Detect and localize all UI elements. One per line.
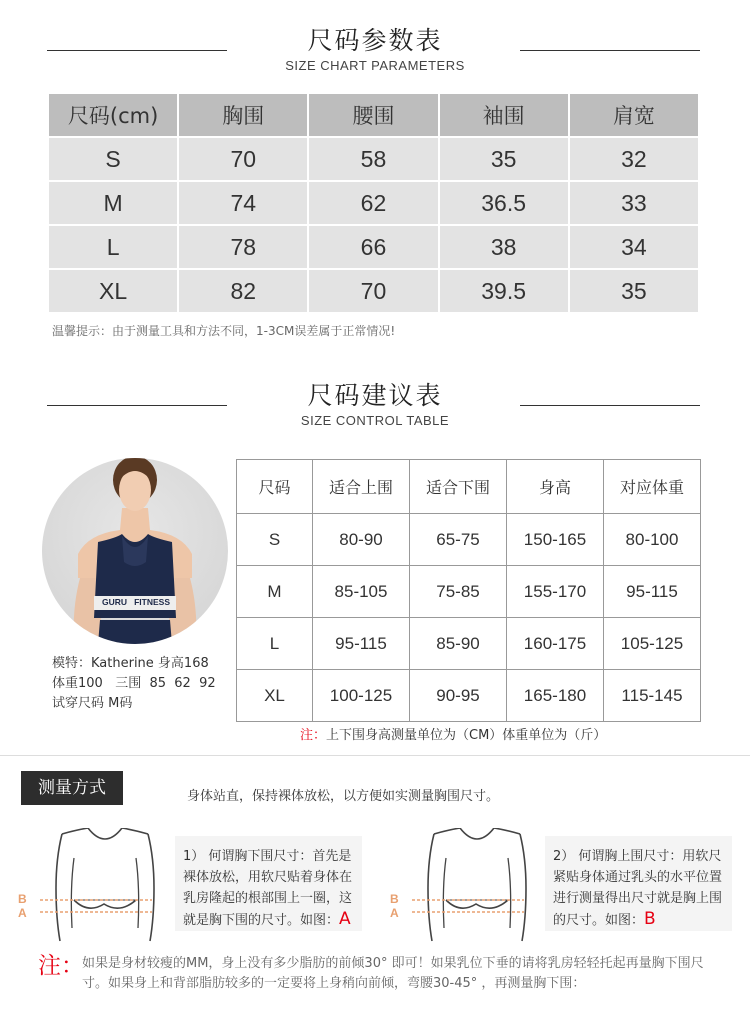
table-cell: 105-125 [604, 618, 701, 670]
table-cell: M [48, 181, 178, 225]
table-cell: 70 [178, 137, 308, 181]
table-row [48, 225, 699, 269]
table-cell: 39.5 [439, 269, 569, 313]
header-cell: 适合下围 [410, 460, 507, 514]
section-divider [0, 755, 750, 756]
table-cell: 38 [439, 225, 569, 269]
table-cell: 160-175 [507, 618, 604, 670]
table-cell: 82 [178, 269, 308, 313]
table-cell: 90-95 [410, 670, 507, 722]
params-title-cn: 尺码参数表 [307, 26, 443, 55]
params-title-en: SIZE CHART PARAMETERS [285, 58, 465, 73]
table-cell: XL [48, 269, 178, 313]
measurement-tip: 温馨提示：由于测量工具和方法不同，1-3CM误差属于正常情况! [52, 324, 396, 338]
table-header-row [237, 460, 701, 514]
control-section-header [0, 381, 750, 428]
header-cell: 尺码(cm) [48, 93, 178, 137]
table-header-row [48, 93, 699, 137]
callout-under-bust [175, 836, 362, 931]
params-section-header [0, 26, 750, 73]
control-title-cn: 尺码建议表 [307, 381, 443, 410]
model-line-2: 体重100 三围 85 62 92 [52, 676, 216, 691]
table-cell: S [48, 137, 178, 181]
table-cell: 75-85 [410, 566, 507, 618]
model-line-3: 试穿尺码 M码 [52, 696, 133, 711]
table-cell: 32 [569, 137, 699, 181]
label-b-left: B [18, 892, 27, 906]
table-cell: 65-75 [410, 514, 507, 566]
header-cell: 袖围 [439, 93, 569, 137]
callout-over-bust [545, 836, 732, 931]
callout-a-letter: A [339, 909, 351, 929]
foot-note [38, 954, 718, 994]
foot-note-text: 如果是身材较瘦的MM，身上没有多少脂肪的前倾30° 即可！如果乳位下垂的请将乳房轻轻托起再量胸下围尺寸。如果身上和背部脂肪较多的一定要将上身稍向前倾，弯腰30-45° ，再测量胸下围： [82, 956, 704, 991]
header-cell: 腰围 [308, 93, 438, 137]
size-params-table [47, 92, 700, 314]
method-description: 身体站直，保持裸体放松，以方便如实测量胸围尺寸。 [187, 789, 500, 804]
unit-note-label: 注： [300, 728, 327, 743]
table-cell: 85-105 [313, 566, 410, 618]
size-control-table [236, 459, 701, 722]
table-row [237, 514, 701, 566]
table-cell: 33 [569, 181, 699, 225]
header-cell: 身高 [507, 460, 604, 514]
table-row [237, 670, 701, 722]
model-photo [42, 458, 228, 644]
table-cell: 100-125 [313, 670, 410, 722]
table-cell: 115-145 [604, 670, 701, 722]
table-cell: 70 [308, 269, 438, 313]
table-cell: 80-100 [604, 514, 701, 566]
control-title-en: SIZE CONTROL TABLE [300, 413, 450, 428]
table-cell: 150-165 [507, 514, 604, 566]
method-tag: 测量方式 [21, 771, 123, 805]
table-cell: 62 [308, 181, 438, 225]
model-info [52, 654, 237, 714]
table-cell: 78 [178, 225, 308, 269]
table-cell: 95-115 [313, 618, 410, 670]
table-cell: 66 [308, 225, 438, 269]
model-line-1: 模特：Katherine 身高168 [52, 656, 209, 671]
table-cell: 36.5 [439, 181, 569, 225]
label-a-left: A [18, 906, 27, 920]
left-rule [47, 405, 227, 406]
header-cell: 胸围 [178, 93, 308, 137]
label-a-right: A [390, 906, 399, 920]
right-rule [520, 50, 700, 51]
callout-a-text: 1） 何谓胸下围尺寸：首先是裸体放松，用软尺贴着身体在乳房隆起的根部围上一圈，这就是胸下围的尺寸。如图： [183, 849, 353, 928]
header-cell: 适合上围 [313, 460, 410, 514]
unit-note-text: 上下围身高测量单位为（CM）体重单位为（斤） [326, 728, 607, 743]
callout-b-text: 2） 何谓胸上围尺寸：用软尺紧贴身体通过乳头的水平位置进行测量得出尺寸就是胸上围的尺寸。如图： [553, 849, 723, 928]
table-cell: L [237, 618, 313, 670]
header-cell: 尺码 [237, 460, 313, 514]
table-row [237, 618, 701, 670]
table-cell: 95-115 [604, 566, 701, 618]
table-cell: L [48, 225, 178, 269]
table-cell: 35 [439, 137, 569, 181]
table-row [48, 181, 699, 225]
callout-b-letter: B [644, 909, 656, 929]
table-cell: XL [237, 670, 313, 722]
table-cell: 58 [308, 137, 438, 181]
table-cell: 35 [569, 269, 699, 313]
left-rule [47, 50, 227, 51]
table-cell: 85-90 [410, 618, 507, 670]
header-cell: 肩宽 [569, 93, 699, 137]
table-cell: 165-180 [507, 670, 604, 722]
table-cell: 74 [178, 181, 308, 225]
shirt-band-text: GURU FITNESS [101, 597, 170, 607]
torso-diagram-b [412, 828, 542, 947]
table-row [237, 566, 701, 618]
table-row [48, 137, 699, 181]
foot-note-mark: 注： [38, 953, 84, 979]
header-cell: 对应体重 [604, 460, 701, 514]
torso-diagram-a [40, 828, 170, 947]
label-b-right: B [390, 892, 399, 906]
table-cell: S [237, 514, 313, 566]
table-row [48, 269, 699, 313]
table-cell: M [237, 566, 313, 618]
table-cell: 155-170 [507, 566, 604, 618]
table-cell: 80-90 [313, 514, 410, 566]
right-rule [520, 405, 700, 406]
table-cell: 34 [569, 225, 699, 269]
unit-note [300, 724, 606, 743]
